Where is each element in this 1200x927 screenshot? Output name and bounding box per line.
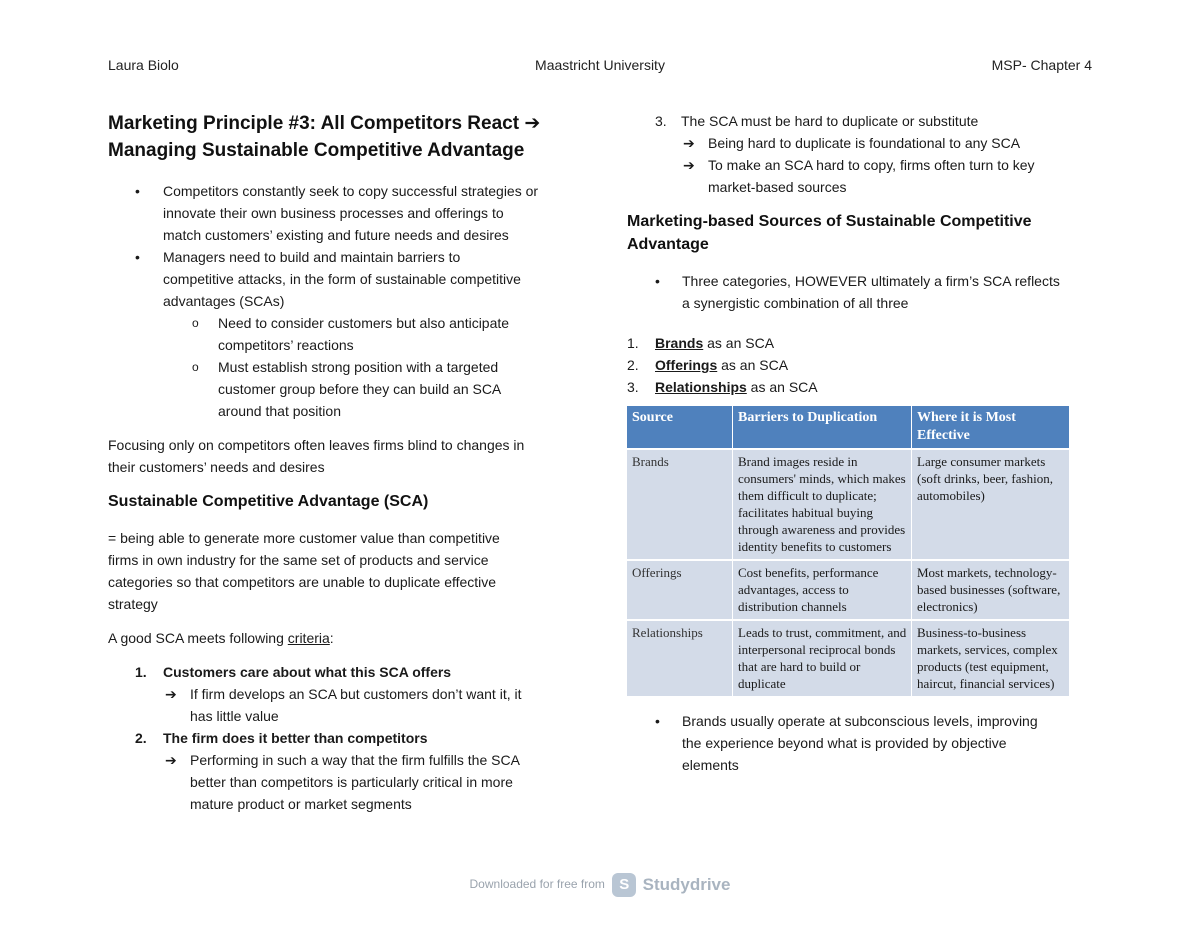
para-line: firms in own industry for the same set of products and service: [108, 552, 489, 568]
criterion-2-detail: [108, 749, 578, 815]
bullet-line: innovate their own business processes and offerings to: [163, 205, 504, 221]
para-line: strategy: [108, 596, 158, 612]
table-header-cell: Source: [627, 406, 733, 449]
bullet-line: Three categories, HOWEVER ultimately a firm’s SCA reflects: [682, 273, 1060, 289]
circle-bullet-icon: o: [192, 316, 199, 330]
title-line-2: Managing Sustainable Competitive Advantage: [108, 140, 525, 161]
page-title: [108, 110, 578, 164]
bullet-dot-icon: •: [135, 249, 140, 265]
criterion-number: 2.: [135, 730, 147, 746]
bullet-line: Managers need to build and maintain barriers to: [163, 249, 461, 265]
sca-definition: [108, 527, 578, 615]
title-line-1: Marketing Principle #3: All Competitors React ➔: [108, 113, 541, 134]
bullet-line: the experience beyond what is provided by objective: [682, 735, 1007, 751]
table-cell-source: Brands: [627, 449, 733, 560]
table-cell-effective: Large consumer markets (soft drinks, beer, fashion, automobiles): [912, 449, 1070, 560]
source-item-relationships: [627, 376, 1097, 398]
table-cell-barriers: Cost benefits, performance advantages, access to distribution channels: [733, 560, 912, 620]
heading-line: Marketing-based Sources of Sustainable Competitive: [627, 213, 1032, 230]
criterion-title: The SCA must be hard to duplicate or substitute: [681, 113, 979, 129]
bullet-line: match customers’ existing and future needs and desires: [163, 227, 509, 243]
para-line: categories so that competitors are unable to duplicate effective: [108, 574, 497, 590]
criteria-link: criteria: [287, 630, 330, 646]
bullet-dot-icon: •: [655, 713, 660, 729]
arrow-line: better than competitors is particularly critical in more: [190, 774, 513, 790]
arrow-line: To make an SCA hard to copy, firms often turn to key: [708, 157, 1035, 173]
circle-bullet-icon: o: [192, 360, 199, 374]
source-suffix: as an SCA: [703, 335, 775, 351]
criteria-intro: [108, 627, 578, 649]
table-cell-effective: Most markets, technology-based businesses (software, electronics): [912, 560, 1070, 620]
source-name: Brands: [655, 335, 704, 351]
source-name: Offerings: [655, 357, 718, 373]
table-cell-barriers: Leads to trust, commitment, and interpersonal reciprocal bonds that are hard to build or duplicate: [733, 620, 912, 696]
criterion-number: 3.: [655, 113, 667, 129]
bullet-line: a synergistic combination of all three: [682, 295, 909, 311]
footer-downloaded-text: Downloaded for free from: [469, 877, 605, 892]
table-row: [627, 560, 1070, 620]
arrow-right-icon: ➔: [683, 135, 695, 151]
source-item-offerings: [627, 354, 1097, 376]
bullet-brands-subconscious: [627, 710, 1097, 776]
sub-bullet-line: around that position: [218, 403, 341, 419]
arrow-line: Performing in such a way that the firm fulfills the SCA: [190, 752, 520, 768]
criterion-3-detail-1: [627, 132, 1097, 154]
table-cell-barriers: Brand images reside in consumers' minds, which makes them difficult to duplicate; facilitates habitual buying through awareness and provides identity benefits to customers: [733, 449, 912, 560]
header-author: Laura Biolo: [108, 57, 179, 73]
arrow-line: has little value: [190, 708, 279, 724]
arrow-right-icon: ➔: [165, 752, 177, 768]
sources-heading: [627, 210, 1097, 256]
table-row: [627, 449, 1070, 560]
left-column: [108, 110, 578, 815]
sub-bullet-position: [108, 356, 578, 422]
source-item-brands: [627, 332, 1097, 354]
bullet-line: elements: [682, 757, 739, 773]
bullet-managers-barriers: [108, 246, 578, 312]
studydrive-logo-icon: S: [612, 873, 636, 897]
focus-paragraph: [108, 434, 578, 478]
bullet-line: competitive attacks, in the form of sustainable competitive: [163, 271, 521, 287]
sca-sources-table: [627, 406, 1070, 696]
criterion-1: [108, 661, 578, 683]
criterion-1-detail: [108, 683, 578, 727]
sub-bullet-line: competitors’ reactions: [218, 337, 354, 353]
heading-line: Advantage: [627, 236, 709, 253]
criterion-3-detail-2: [627, 154, 1097, 198]
criterion-3: [627, 110, 1097, 132]
source-number: 1.: [627, 335, 639, 351]
arrow-line: If firm develops an SCA but customers don’t want it, it: [190, 686, 522, 702]
sca-heading: Sustainable Competitive Advantage (SCA): [108, 493, 429, 510]
source-name: Relationships: [655, 379, 747, 395]
table-header-cell: Barriers to Duplication: [733, 406, 912, 449]
bullet-dot-icon: •: [655, 273, 660, 289]
arrow-line: market-based sources: [708, 179, 847, 195]
table-header-cell: Where it is Most Effective: [912, 406, 1070, 449]
para-line: = being able to generate more customer value than competitive: [108, 530, 500, 546]
footer-watermark: [0, 873, 1200, 897]
arrow-line: mature product or market segments: [190, 796, 412, 812]
footer-brand: Studydrive: [642, 875, 731, 894]
right-column: [627, 110, 1097, 776]
arrow-right-icon: ➔: [165, 686, 177, 702]
criteria-intro-prefix: A good SCA meets following: [108, 630, 288, 646]
sub-bullet-line: customer group before they can build an SCA: [218, 381, 502, 397]
bullet-dot-icon: •: [135, 183, 140, 199]
para-line: their customers’ needs and desires: [108, 459, 325, 475]
source-suffix: as an SCA: [746, 379, 818, 395]
criterion-2: [108, 727, 578, 749]
table-header-row: [627, 406, 1070, 449]
para-line: Focusing only on competitors often leaves firms blind to changes in: [108, 437, 525, 453]
source-number: 3.: [627, 379, 639, 395]
table-cell-source: Offerings: [627, 560, 733, 620]
sub-bullet-line: Must establish strong position with a targeted: [218, 359, 499, 375]
criterion-title: Customers care about what this SCA offers: [163, 664, 452, 680]
source-number: 2.: [627, 357, 639, 373]
bullet-three-categories: [627, 270, 1097, 314]
arrow-right-icon: ➔: [683, 157, 695, 173]
bullet-line: Competitors constantly seek to copy successful strategies or: [163, 183, 539, 199]
bullet-line: advantages (SCAs): [163, 293, 285, 309]
criterion-number: 1.: [135, 664, 147, 680]
criterion-title: The firm does it better than competitors: [163, 730, 428, 746]
bullet-competitors-copy: [108, 180, 578, 246]
header-university-text: Maastricht University: [535, 57, 665, 73]
table-row: [627, 620, 1070, 696]
sub-bullet-line: Need to consider customers but also anticipate: [218, 315, 510, 331]
table-cell-effective: Business-to-business markets, services, complex products (test equipment, haircut, financial services): [912, 620, 1070, 696]
criteria-intro-suffix: :: [329, 630, 334, 646]
source-suffix: as an SCA: [717, 357, 789, 373]
bullet-line: Brands usually operate at subconscious levels, improving: [682, 713, 1038, 729]
table-cell-source: Relationships: [627, 620, 733, 696]
arrow-line: Being hard to duplicate is foundational to any SCA: [708, 135, 1021, 151]
header-chapter: MSP- Chapter 4: [991, 57, 1092, 73]
sub-bullet-anticipate: [108, 312, 578, 356]
